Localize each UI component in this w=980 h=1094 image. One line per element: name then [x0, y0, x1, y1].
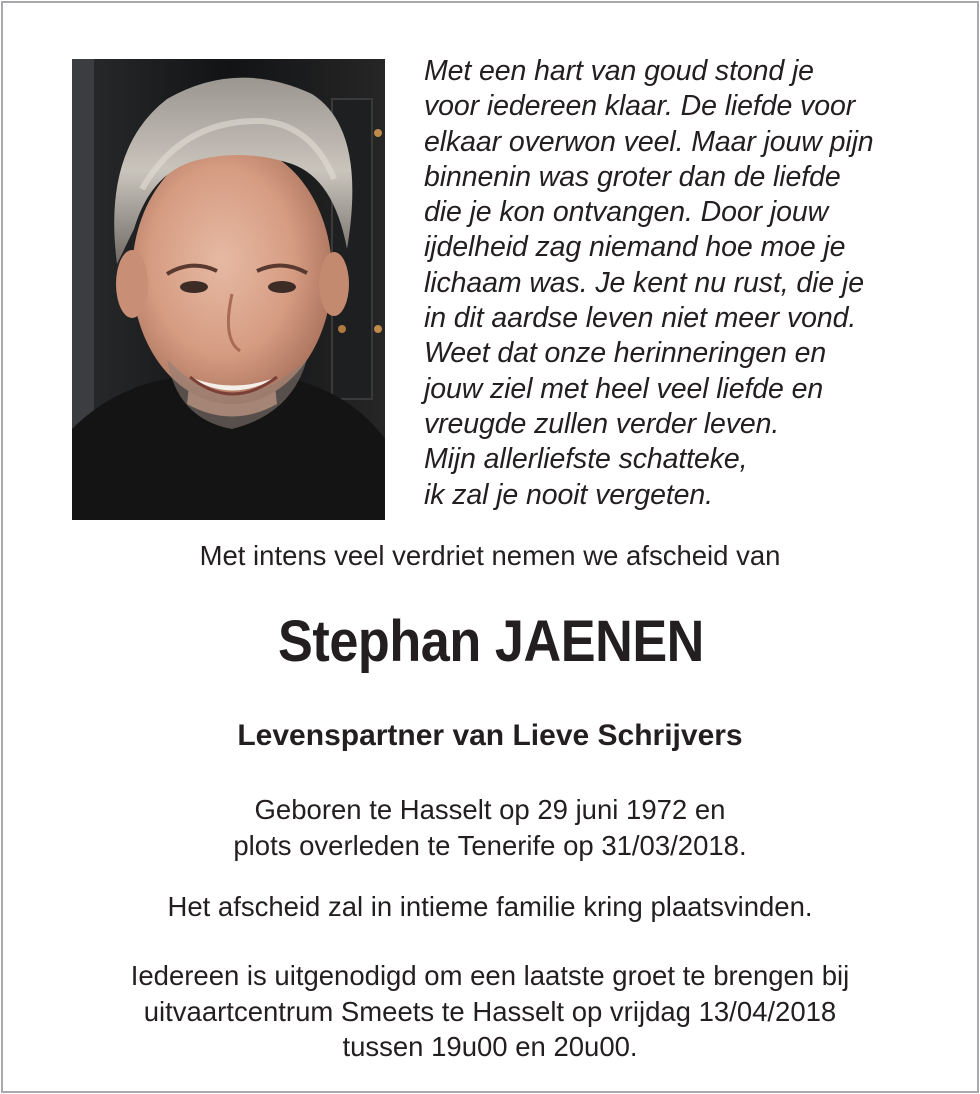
intro-text: Met intens veel verdriet nemen we afscheid van — [199, 540, 781, 571]
poem-line: elkaar overwon veel. Maar jouw pijn — [424, 125, 874, 158]
invite-line: tussen 19u00 en 20u00. — [342, 1031, 638, 1062]
death-line: plots overleden te Tenerife op 31/03/2018. — [233, 830, 747, 861]
poem-line: ijdelheid zag niemand hoe moe je — [424, 231, 846, 264]
poem-line: jouw ziel met heel veel liefde en — [424, 372, 824, 405]
poem-line: Weet dat onze herinneringen en — [424, 337, 827, 370]
portrait-photo — [72, 59, 385, 520]
poem-line: die je kon ontvangen. Door jouw — [424, 196, 829, 229]
poem-line: in dit aardse leven niet meer vond. — [424, 302, 857, 335]
farewell-notice: Het afscheid zal in intieme familie kring plaatsvinden. — [167, 891, 813, 922]
poem-line: voor iedereen klaar. De liefde voor — [424, 90, 856, 123]
poem-line: lichaam was. Je kent nu rust, die je — [424, 266, 864, 299]
poem-line: Met een hart van goud stond je — [424, 55, 814, 87]
birth-death-info — [0, 792, 980, 864]
partner-line: Levenspartner van Lieve Schrijvers — [237, 719, 743, 752]
birth-line: Geboren te Hasselt op 29 juni 1972 en — [254, 794, 726, 825]
poem-line: Mijn allerliefste schatteke, — [424, 443, 748, 476]
deceased-name: Stephan JAENEN — [278, 609, 704, 674]
invite-line: uitvaartcentrum Smeets te Hasselt op vrijdag 13/04/2018 — [143, 995, 837, 1027]
poem-line: vreugde zullen verder leven. — [424, 407, 780, 440]
invite-line: Iedereen is uitgenodigd om een laatste groet te brengen bij — [130, 960, 850, 991]
invitation — [0, 958, 980, 1065]
poem — [424, 54, 944, 513]
poem-line: binnenin was groter dan de liefde — [424, 160, 841, 193]
poem-line: ik zal je nooit vergeten. — [424, 478, 713, 511]
